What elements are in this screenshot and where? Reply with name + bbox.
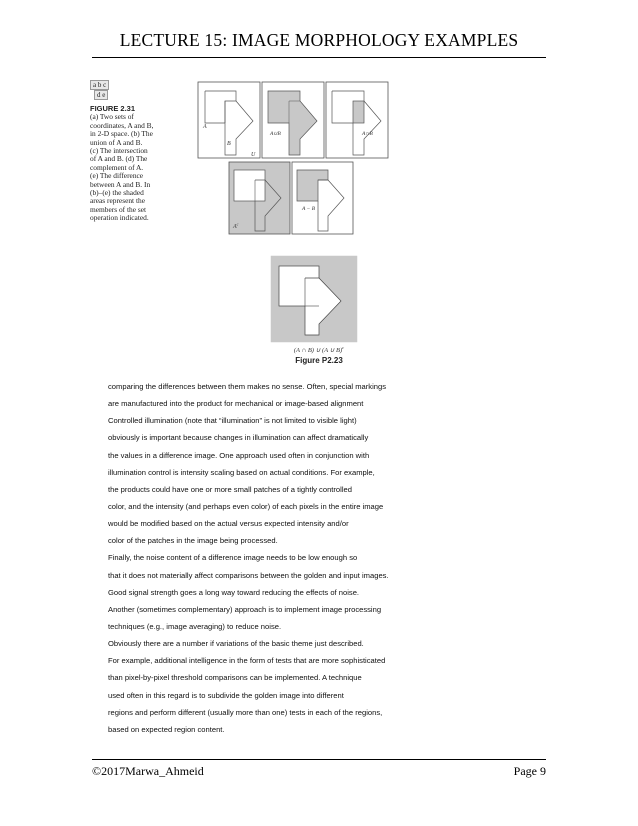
footer-page-number: Page 9 (513, 764, 546, 778)
body-line: would be modified based on the actual versus expected intensity and/or (108, 519, 349, 529)
panel-b-union (262, 82, 324, 158)
body-line: color, and the intensity (and perhaps even color) of each pixels in the entire image (108, 501, 384, 511)
caption-line: complement of A. (90, 162, 144, 172)
label-B: B (227, 141, 231, 147)
body-line: For example, additional intelligence in the form of tests that are more sophisticated (108, 656, 386, 666)
caption-line: operation indicated. (90, 213, 149, 223)
panel-c-intersection (326, 82, 388, 158)
body-line: used often in this regard is to subdivide the golden image into different (108, 690, 344, 700)
caption-line: of A and B. (d) The (90, 154, 148, 164)
panel-e-difference (292, 162, 353, 234)
body-line: the products could have one or more small patches of a tightly controlled (108, 484, 352, 494)
figure-p2-23 (271, 256, 357, 342)
label-U: U (251, 152, 256, 158)
caption-line: (e) The difference (90, 171, 144, 181)
body-paragraph (108, 378, 548, 738)
panel-d-complement (229, 162, 290, 234)
label-A: A (203, 124, 207, 130)
caption-line: coordinates, A and B, (90, 120, 154, 130)
body-line: techniques (e.g., image averaging) to reduce noise. (108, 621, 282, 631)
label-intersection: A∩B (362, 131, 373, 137)
body-line: based on expected region content. (108, 724, 225, 734)
body-line: obviously is important because changes in illumination can affect dramatically (108, 433, 369, 443)
footer-copyright: ©2017Marwa_Ahmeid (92, 764, 204, 778)
body-line: are manufactured into the product for mechanical or image-based alignment (108, 399, 364, 409)
footer-divider (92, 759, 546, 760)
caption-line: members of the set (90, 204, 147, 214)
body-line: comparing the differences between them makes no sense. Often, special markings (108, 382, 387, 391)
body-line: Controlled illumination (note that “illumination” is not limited to visible light) (108, 416, 357, 426)
label-difference: A − B (302, 206, 316, 212)
panel-labels-row1: a b c (90, 80, 109, 90)
caption-line: (c) The intersection (90, 146, 148, 156)
panel-a (198, 82, 260, 158)
body-line: the values in a difference image. One approach used often in conjunction with (108, 450, 370, 460)
body-line: color of the patches in the image being processed. (108, 536, 278, 546)
body-line: than pixel-by-pixel threshold comparisons can be implemented. A technique (108, 673, 362, 683)
caption-line: between A and B. In (90, 179, 151, 189)
body-line: that it does not materially affect comparisons between the golden and input images. (108, 570, 389, 580)
body-line: illumination control is intensity scaling based on actual conditions. For example, (108, 467, 375, 477)
p223-formula: (A ∩ B) ∪ (A ∪ B)$^c$ (293, 345, 345, 355)
panel-labels-row2: d e (94, 90, 108, 100)
figure-title: FIGURE 2.31 (90, 104, 136, 113)
caption-line: (a) Two sets of (90, 112, 134, 122)
caption-line: areas represent the (90, 196, 145, 206)
label-complement: $A^c$ (233, 221, 239, 230)
page-header-title: LECTURE 15: IMAGE MORPHOLOGY EXAMPLES (119, 30, 519, 50)
body-line: Obviously there are a number if variations of the basic theme just described. (108, 639, 364, 649)
caption-line: in 2-D space. (b) The (90, 129, 153, 139)
caption-line: (b)–(e) the shaded (90, 188, 144, 198)
body-line: regions and perform different (usually more than one) tests in each of the regions, (108, 707, 383, 717)
body-line: Good signal strength goes a long way toward reducing the effects of noise. (108, 587, 360, 597)
body-line: Another (sometimes complementary) approach is to implement image processing (108, 604, 382, 614)
label-union: A∪B (270, 131, 281, 137)
body-line: Finally, the noise content of a difference image needs to be low enough so (108, 553, 358, 563)
caption-line: union of A and B. (90, 137, 143, 147)
figure-p2-23-label: Figure P2.23 (295, 356, 343, 365)
figure-2-31-diagram (0, 0, 638, 380)
